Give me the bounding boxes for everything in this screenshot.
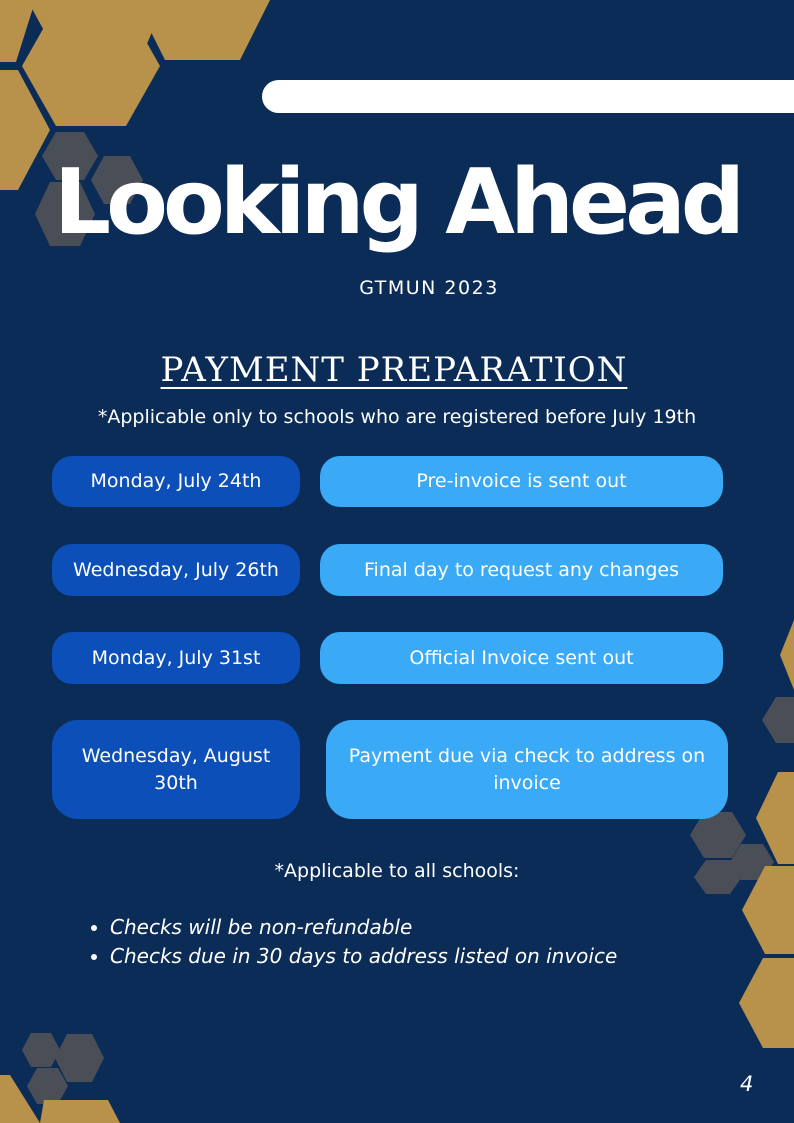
page-subtitle: GTMUN 2023 bbox=[359, 277, 499, 299]
timeline-event: Pre-invoice is sent out bbox=[320, 456, 723, 507]
timeline-date: Wednesday, August 30th bbox=[52, 720, 300, 819]
hexagon-shape bbox=[22, 1033, 60, 1067]
list-item: • Checks due in 30 days to address listed on invoice bbox=[110, 942, 617, 971]
policy-list bbox=[85, 913, 617, 971]
hexagon-shape bbox=[27, 1068, 68, 1104]
timeline-event: Final day to request any changes bbox=[320, 544, 723, 596]
timeline-date: Monday, July 24th bbox=[52, 456, 300, 507]
hexagon-shape bbox=[135, 0, 270, 60]
list-item: • Checks will be non-refundable bbox=[110, 913, 617, 942]
timeline-date: Wednesday, July 26th bbox=[52, 544, 300, 596]
hexagon-shape bbox=[739, 958, 794, 1048]
page-number: 4 bbox=[740, 1072, 754, 1096]
registered-schools-note: *Applicable only to schools who are registered before July 19th bbox=[97, 406, 697, 428]
timeline-event: Official Invoice sent out bbox=[320, 632, 723, 684]
hexagon-shape bbox=[55, 1034, 104, 1082]
timeline-date: Monday, July 31st bbox=[52, 632, 300, 684]
top-accent-bar bbox=[262, 80, 794, 113]
section-title: PAYMENT PREPARATION bbox=[160, 350, 628, 390]
page-title: Looking Ahead bbox=[53, 150, 741, 255]
all-schools-note: *Applicable to all schools: bbox=[274, 860, 520, 882]
hexagon-shape bbox=[780, 620, 794, 690]
timeline-event: Payment due via check to address on invoice bbox=[326, 720, 728, 819]
hexagon-shape bbox=[40, 1100, 120, 1123]
hexagon-shape bbox=[762, 697, 794, 743]
